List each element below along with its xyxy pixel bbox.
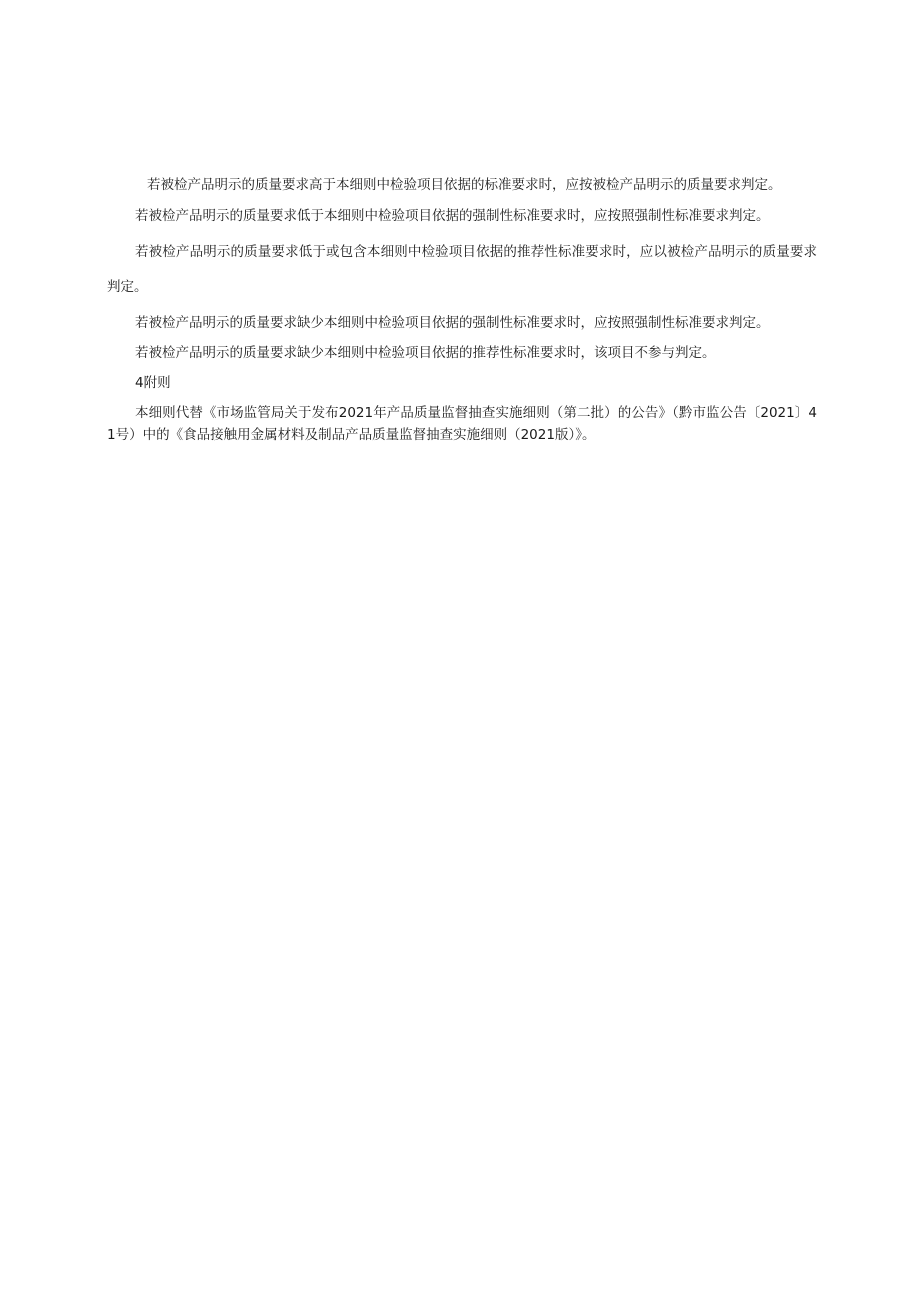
paragraph-closing-replacement: 本细则代替《市场监管局关于发布2021年产品质量监督抽查实施细则（第二批）的公告》（黔市监公告〔2021〕41号）中的《食品接触用金属材料及制品产品质量监督抽查实施细则（2021版）》。 bbox=[107, 405, 817, 443]
document-body bbox=[107, 168, 817, 446]
section-heading-appendix: 4附则 bbox=[135, 375, 171, 391]
paragraph-judgment-lower-mandatory: 若被检产品明示的质量要求低于本细则中检验项目依据的强制性标准要求时，应按照强制性标准要求判定。 bbox=[135, 208, 770, 224]
paragraph-judgment-missing-mandatory: 若被检产品明示的质量要求缺少本细则中检验项目依据的强制性标准要求时，应按照强制性标准要求判定。 bbox=[135, 315, 770, 331]
paragraph-judgment-higher: 若被检产品明示的质量要求高于本细则中检验项目依据的标准要求时，应按被检产品明示的质量要求判定。 bbox=[147, 177, 782, 193]
paragraph-judgment-missing-recommended: 若被检产品明示的质量要求缺少本细则中检验项目依据的推荐性标准要求时，该项目不参与判定。 bbox=[135, 345, 716, 361]
paragraph-judgment-lower-recommended: 若被检产品明示的质量要求低于或包含本细则中检验项目依据的推荐性标准要求时，应以被检产品明示的质量要求判定。 bbox=[107, 244, 817, 295]
